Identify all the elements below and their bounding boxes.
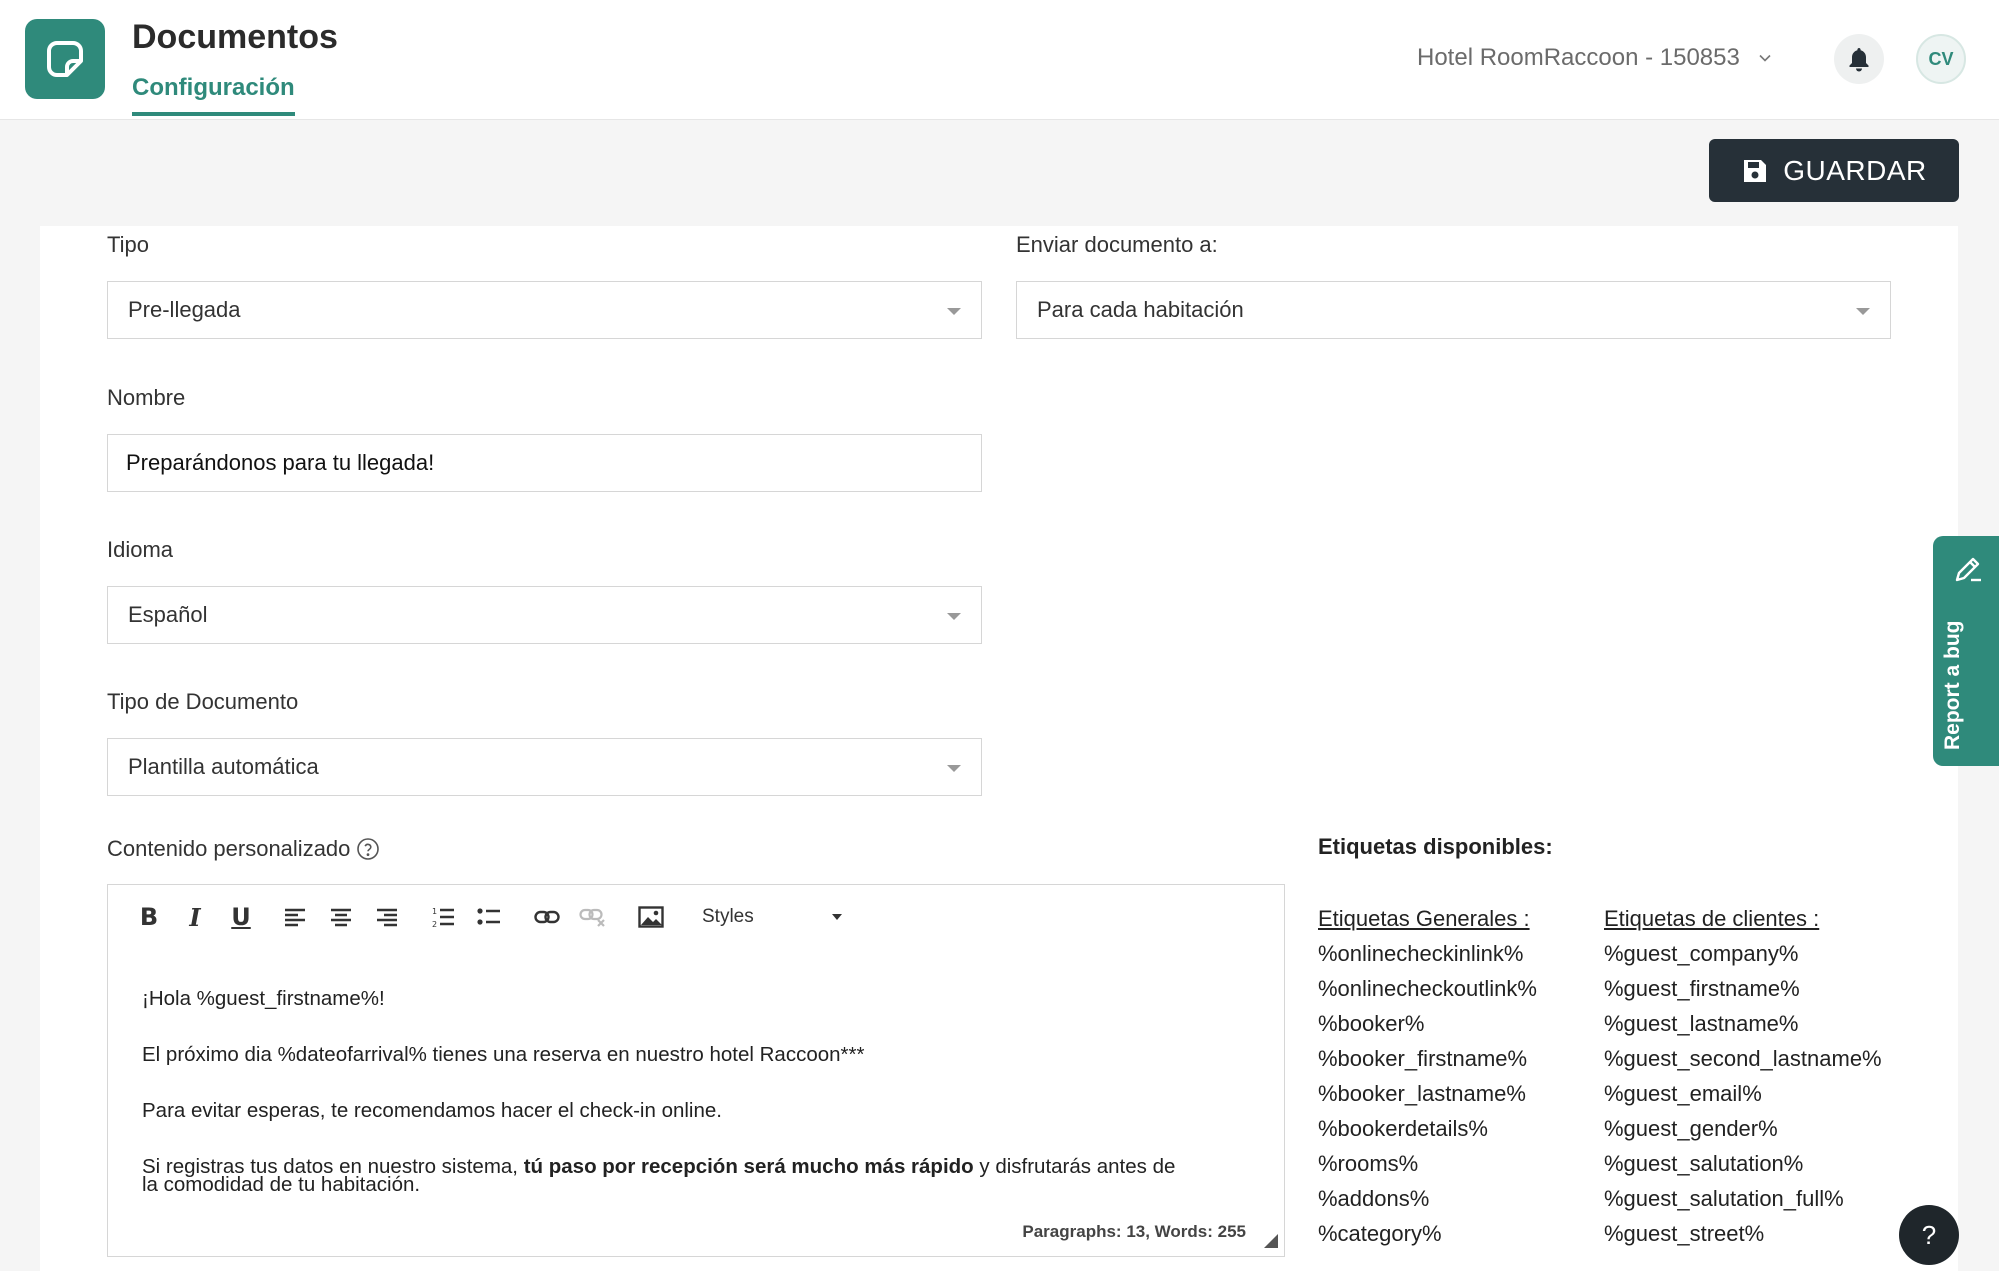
tag-item[interactable]: %category%	[1318, 1221, 1442, 1246]
unlink-button[interactable]	[578, 899, 608, 935]
align-center-icon	[330, 908, 352, 926]
tipo-documento-label: Tipo de Documento	[107, 689, 299, 714]
enviar-value: Para cada habitación	[1037, 297, 1244, 322]
tag-item[interactable]: %guest_firstname%	[1604, 976, 1800, 1001]
numbered-list-icon	[431, 906, 455, 928]
align-center-button[interactable]	[326, 899, 356, 935]
document-icon	[43, 37, 87, 81]
tags-title: Etiquetas disponibles:	[1318, 834, 1553, 859]
tag-item[interactable]: %onlinecheckinlink%	[1318, 941, 1524, 966]
tipo-select[interactable]	[107, 281, 982, 339]
unlink-icon	[579, 907, 607, 927]
nombre-value: Preparándonos para tu llegada!	[126, 450, 435, 475]
tag-item[interactable]: %onlinecheckoutlink%	[1318, 976, 1537, 1001]
align-left-icon	[284, 908, 306, 926]
image-icon	[638, 906, 664, 928]
hotel-name: Hotel RoomRaccoon - 150853	[1417, 44, 1740, 71]
tag-item[interactable]: %guest_salutation_full%	[1604, 1186, 1844, 1211]
bold-button[interactable]: B	[139, 903, 159, 931]
align-left-button[interactable]	[280, 899, 310, 935]
tag-item[interactable]: %guest_street%	[1604, 1221, 1765, 1246]
tag-item[interactable]: %rooms%	[1318, 1151, 1419, 1176]
resize-handle[interactable]	[1264, 1234, 1278, 1248]
tipo-documento-select[interactable]	[107, 738, 982, 796]
tag-item[interactable]: %booker%	[1318, 1011, 1425, 1036]
contenido-label: Contenido personalizado	[107, 836, 351, 861]
tipo-label: Tipo	[107, 232, 149, 257]
tag-item[interactable]: %booker_firstname%	[1318, 1046, 1528, 1071]
bell-icon	[1848, 47, 1870, 71]
styles-dropdown[interactable]	[702, 899, 842, 935]
svg-text:1: 1	[432, 907, 438, 916]
tag-item[interactable]: %guest_second_lastname%	[1604, 1046, 1882, 1071]
link-icon	[534, 909, 560, 925]
tag-item[interactable]: %bookerdetails%	[1318, 1116, 1488, 1141]
image-button[interactable]	[636, 899, 666, 935]
nombre-label: Nombre	[107, 385, 186, 410]
editor-text: y disfrutarás antes de	[973, 1155, 1176, 1178]
editor-text: Si registras tus datos en nuestro sistema,	[142, 1155, 524, 1178]
tipo-value: Pre-llegada	[128, 297, 241, 322]
idioma-label: Idioma	[107, 537, 174, 562]
rich-text-editor[interactable]	[107, 884, 1285, 1257]
editor-line: Para evitar esperas, te recomendamos hacer el check-in online.	[142, 1099, 722, 1122]
align-right-button[interactable]	[372, 899, 402, 935]
hotel-selector[interactable]	[1417, 44, 1772, 72]
tag-item[interactable]: %guest_company%	[1604, 941, 1799, 966]
general-tags-list	[1318, 901, 1537, 1251]
idioma-value: Español	[128, 602, 208, 627]
report-bug-tab[interactable]	[1933, 536, 1999, 766]
caret-down-icon	[947, 765, 961, 772]
svg-text:2: 2	[432, 920, 438, 929]
client-tags-list	[1604, 901, 1882, 1251]
tag-item[interactable]: %booker_lastname%	[1318, 1081, 1526, 1106]
caret-down-icon	[947, 308, 961, 315]
contenido-label-row	[107, 836, 380, 862]
caret-down-icon	[1856, 308, 1870, 315]
general-tags-heading: Etiquetas Generales :	[1318, 906, 1530, 931]
tab-configuracion[interactable]: Configuración	[132, 74, 295, 116]
notifications-button[interactable]	[1834, 34, 1884, 84]
tipo-documento-value: Plantilla automática	[128, 754, 319, 779]
numbered-list-button[interactable]	[428, 899, 458, 935]
tag-item[interactable]: %guest_email%	[1604, 1081, 1762, 1106]
idioma-select[interactable]	[107, 586, 982, 644]
editor-status: Paragraphs: 13, Words: 255	[1022, 1222, 1246, 1241]
top-header	[0, 0, 1999, 120]
report-bug-label: Report a bug	[1941, 620, 1964, 750]
align-right-icon	[376, 908, 398, 926]
tag-item[interactable]: %guest_gender%	[1604, 1116, 1778, 1141]
italic-button[interactable]: I	[189, 902, 201, 932]
help-circle-icon[interactable]	[356, 837, 380, 861]
page-title: Documentos	[132, 18, 338, 56]
bullet-list-icon	[477, 907, 501, 927]
save-button[interactable]	[1709, 139, 1959, 202]
client-tags-heading: Etiquetas de clientes :	[1604, 906, 1820, 931]
enviar-select[interactable]	[1016, 281, 1891, 339]
floppy-disk-icon	[1741, 157, 1769, 185]
styles-label: Styles	[702, 906, 754, 927]
nombre-input[interactable]	[107, 434, 982, 492]
app-logo[interactable]	[25, 19, 105, 99]
save-label: GUARDAR	[1783, 154, 1927, 186]
editor-line: la comodidad de tu habitación.	[142, 1173, 421, 1196]
editor-clip	[108, 1173, 1208, 1196]
help-button[interactable]: ?	[1899, 1205, 1959, 1265]
caret-down-icon	[947, 613, 961, 620]
link-button[interactable]	[532, 899, 562, 935]
editor-line: ¡Hola %guest_firstname%!	[142, 987, 385, 1010]
editor-line: El próximo dia %dateofarrival% tienes una reserva en nuestro hotel Raccoon***	[142, 1043, 865, 1066]
underline-button[interactable]: U	[231, 903, 251, 931]
tag-item[interactable]: %addons%	[1318, 1186, 1430, 1211]
tag-item[interactable]: %guest_salutation%	[1604, 1151, 1804, 1176]
chevron-down-icon	[1758, 51, 1772, 65]
avatar[interactable]: CV	[1916, 34, 1966, 84]
bullet-list-button[interactable]	[474, 899, 504, 935]
enviar-label: Enviar documento a:	[1016, 232, 1218, 257]
tag-item[interactable]: %guest_lastname%	[1604, 1011, 1799, 1036]
pencil-icon	[1953, 554, 1983, 584]
editor-bold-text: tú paso por recepción será mucho más rápido	[523, 1155, 974, 1178]
caret-down-icon	[832, 914, 842, 920]
